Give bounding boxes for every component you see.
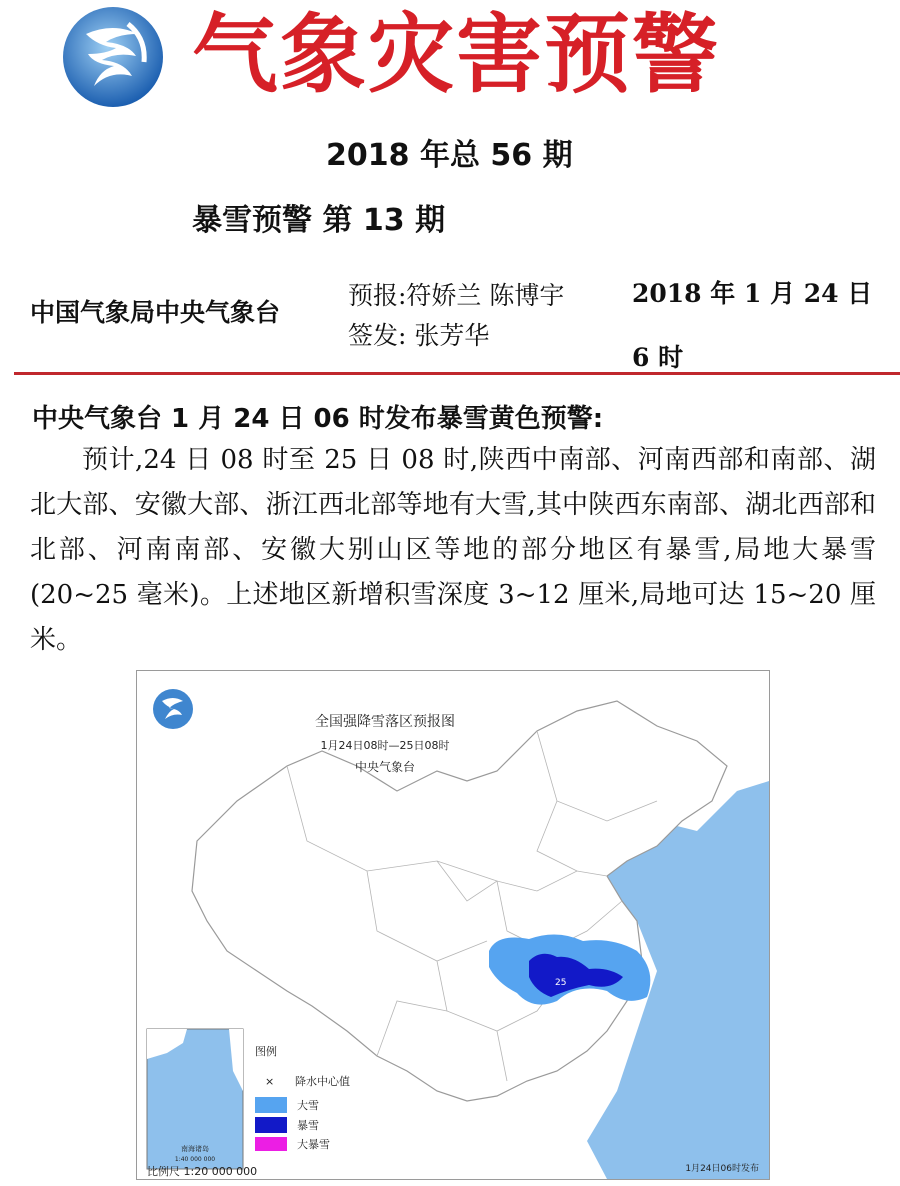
legend-label-center: 降水中心值 (295, 1075, 350, 1088)
center-value: 25 (555, 978, 567, 988)
agency-name: 中国气象局中央气象台 (30, 298, 281, 327)
map-title: 全国强降雪落区预报图 (315, 714, 455, 730)
map-scale: 比例尺 1:20 000 000 (147, 1165, 258, 1178)
south-china-sea-inset (147, 1029, 243, 1169)
warning-paragraph: 预计,24 日 08 时至 25 日 08 时,陕西中南部、河南西部和南部、湖北大部、安徽大部、浙江西北部等地有大雪,其中陕西东南部、湖北西部和北部、河南南部、安徽大别山区等地的部分地区有暴雪,局地大暴雪(20~25 毫米)。上述地区新增积雪深度 3~12 厘米,局地可达 15~20 厘米。 (30, 445, 876, 655)
legend-heading: 图例 (255, 1045, 277, 1058)
map-logo-icon (153, 689, 193, 729)
header-divider (14, 372, 900, 375)
legend-swatch-severe-blizzard (255, 1137, 287, 1151)
legend-swatch-blizzard (255, 1117, 287, 1133)
issuer: 签发: 张芳华 (348, 321, 490, 350)
legend-center-symbol: × (265, 1075, 275, 1088)
cma-logo-icon (58, 4, 168, 110)
legend-swatch-heavy-snow (255, 1097, 287, 1113)
map-publisher: 中央气象台 (354, 760, 416, 774)
warning-issue-number: 暴雪预警 第 13 期 (192, 203, 446, 238)
release-note: 1月24日06时发布 (685, 1164, 759, 1174)
legend-label-heavy-snow: 大雪 (297, 1099, 319, 1112)
issue-date: 2018 年 1 月 24 日 6 时 (632, 279, 873, 372)
snowfall-forecast-map (136, 670, 770, 1180)
warning-headline: 中央气象台 1 月 24 日 06 时发布暴雪黄色预警: (32, 404, 604, 434)
issue-total-number: 2018 年总 56 期 (326, 138, 573, 173)
inset-label: 南海诸岛 (181, 1145, 209, 1153)
legend-label-blizzard: 暴雪 (297, 1119, 319, 1132)
map-time-range: 1月24日08时—25日08时 (320, 739, 450, 752)
bulletin-title: 气象灾害预警 (192, 4, 720, 105)
legend-label-severe-blizzard: 大暴雪 (297, 1138, 330, 1151)
forecasters: 预报:符娇兰 陈博宇 (348, 281, 565, 310)
inset-scale: 1:40 000 000 (174, 1156, 216, 1163)
map-graphic (137, 671, 769, 1179)
